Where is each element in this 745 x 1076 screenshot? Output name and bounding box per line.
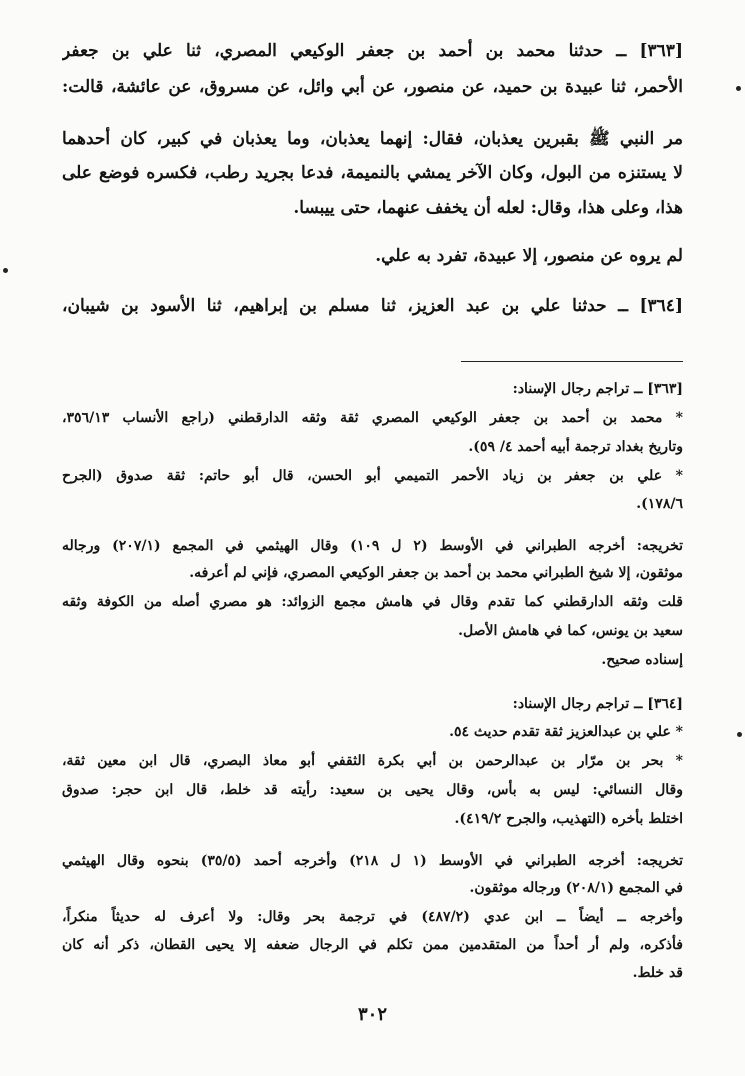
hadith-363-line-5: هذا، وعلى هذا، وقال: لعله أن يخفف عنهما، حتى ييبسا.: [293, 198, 683, 218]
notes-363-heading: [٣٦٣] ــ تراجم رجال الإسناد:: [512, 381, 683, 397]
notes-363-line: ١٧٨/٦).: [636, 496, 683, 512]
hadith-363-comment: لم يروه عن منصور، إلا عبيدة، تفرد به علي.: [375, 246, 683, 266]
notes-364-line: تخريجه: أخرجه الطبراني في الأوسط (١ ل ٢١٨) وأخرجه أحمد (٣٥/٥) بنحوه وقال الهيثمي: [62, 853, 683, 869]
notes-363-line: إسناده صحيح.: [601, 652, 683, 668]
page-number: ٣٠٢: [357, 1004, 387, 1025]
notes-364-line: وقال النسائي: ليس به بأس، وقال يحيى بن سعيد: رأيته قد خلط، قال ابن حجر: صدوق: [62, 782, 683, 798]
footnote-separator: [461, 361, 683, 362]
notes-363-line: سعيد بن يونس، كما في هامش الأصل.: [458, 623, 683, 639]
notes-364-line: وأخرجه ــ أيضاً ــ ابن عدي (٤٨٧/٢) في ترجمة بحر وقال: ولا أعرف له حديثاً منكراً،: [62, 909, 683, 925]
notes-364-line: قد خلط.: [632, 965, 683, 981]
notes-363-line: وتاريخ بغداد ترجمة أبيه أحمد ٤/ ٥٩).: [468, 439, 683, 455]
notes-364-line: * بحر بن مرّار بن عبدالرحمن بن أبي بكرة الثقفي أبو معاذ البصري، قال ابن معين ثقة،: [62, 753, 683, 769]
notes-364-line: فأذكره، ولم أر أحداً من المتقدمين ممن تكلم في الرجال ضعفه إلا يحيى القطان، ذكر أنه كان: [62, 937, 683, 953]
notes-364-line: في المجمع (٢٠٨/١) ورجاله موثقون.: [469, 880, 683, 896]
hadith-364-line-1: [٣٦٤] ــ حدثنا علي بن عبد العزيز، ثنا مسلم بن إبراهيم، ثنا الأسود بن شيبان،: [62, 296, 683, 316]
notes-363-line: تخريجه: أخرجه الطبراني في الأوسط (٢ ل ١٠٩) وقال الهيثمي في المجمع (٢٠٧/١) ورجاله: [62, 538, 683, 554]
notes-364-heading: [٣٦٤] ــ تراجم رجال الإسناد:: [512, 696, 683, 712]
notes-364-line: * علي بن عبدالعزيز ثقة تقدم حديث ٥٤.: [449, 724, 683, 740]
hadith-363-line-1: [٣٦٣] ــ حدثنا محمد بن أحمد بن جعفر الوكيعي المصري، ثنا علي بن جعفر: [62, 41, 683, 61]
notes-363-line: * محمد بن أحمد بن جعفر الوكيعي المصري ثقة وثقه الدارقطني (راجع الأنساب ٣٥٦/١٣،: [62, 410, 683, 426]
hadith-363-line-3: مر النبي ﷺ بقبرين يعذبان، فقال: إنهما يعذبان، وما يعذبان في كبير، كان أحدهما: [62, 129, 683, 149]
notes-364-line: اختلط بأخره (التهذيب، والجرح ٤١٩/٢).: [454, 811, 683, 827]
margin-mark: [3, 268, 8, 273]
notes-363-line: قلت وثقه الدارقطني كما تقدم وقال في هامش مجمع الزوائد: هو مصري أصله من الكوفة وثقه: [62, 594, 683, 610]
margin-mark: [736, 86, 741, 91]
hadith-363-line-2: الأحمر، ثنا عبيدة بن حميد، عن منصور، عن أبي وائل، عن مسروق، عن عائشة، قالت:: [62, 77, 683, 97]
margin-mark: [737, 732, 742, 737]
notes-363-line: * علي بن جعفر بن زياد الأحمر التميمي أبو الحسن، قال أبو حاتم: ثقة صدوق (الجرح: [62, 468, 683, 484]
hadith-363-line-4: لا يستنزه من البول، وكان الآخر يمشي بالنميمة، فدعا بجريد رطب، فكسره فوضع على: [62, 163, 683, 183]
notes-363-line: موثقون، إلا شيخ الطبراني محمد بن أحمد بن جعفر الوكيعي المصري، فإني لم أعرفه.: [189, 565, 683, 581]
